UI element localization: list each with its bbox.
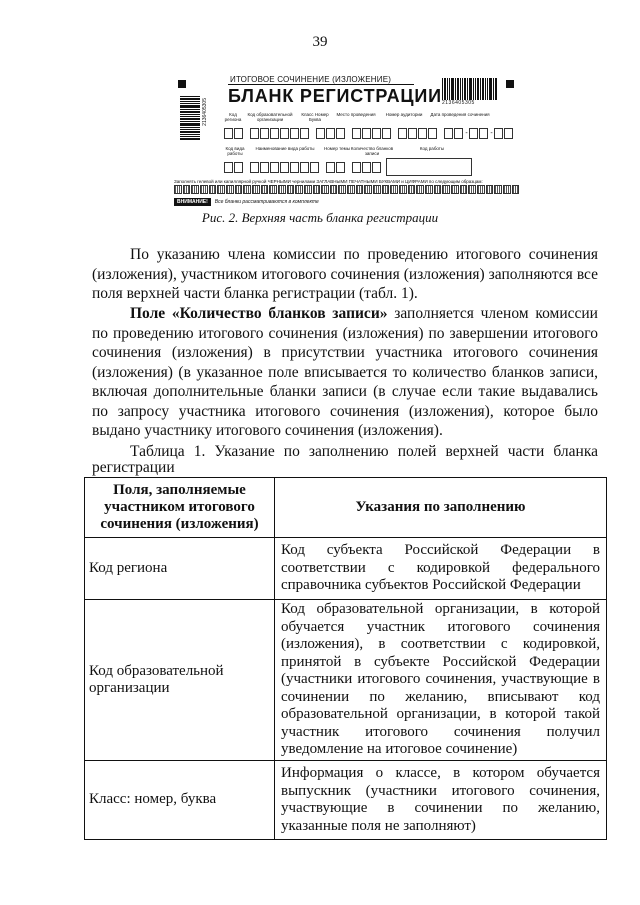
table-cell-instruction: Информация о классе, в котором обучается выпускник (участники итогового сочинения, участвующие в сочинении по желанию, указанные поля не заполняют) xyxy=(275,761,607,840)
page-number: 39 xyxy=(312,34,328,50)
form-row2-headers xyxy=(224,146,470,156)
instructions-table xyxy=(84,477,607,840)
figure-caption: Рис. 2. Верхняя часть бланка регистрации xyxy=(201,210,439,225)
paragraph-2-bold: Поле «Количество бланков записи» xyxy=(130,305,388,322)
header-topic: Номер темы xyxy=(324,146,350,151)
table-cell-field: Класс: номер, буква xyxy=(85,761,275,840)
header-org: Код образовательной организации xyxy=(247,112,293,122)
table-header-row xyxy=(85,478,607,538)
table-header-fields: Поля, заполняемые участником итогового сочинения (изложения) xyxy=(85,478,275,538)
attention-line xyxy=(174,198,319,206)
form-notice: Заполнять гелевой или капиллярной ручкой ЧЕРНЫМИ чернилами ЗАГЛАВНЫМИ ПЕЧАТНЫМИ БУКВАМИ и ЦИФРАМИ по следующим образцам: xyxy=(174,179,483,184)
header-region: Код региона xyxy=(224,112,242,122)
registration-form-figure xyxy=(170,62,522,210)
table-caption-line2: регистрации xyxy=(92,459,175,476)
table-cell-instruction: Код образовательной организации, в которой обучается участник итогового сочинения (изложения), в соответствии с кодировкой, принятой в субъекте Российской Федерации (участники итогового сочинения, участвующие в сочинении по желанию, вписывают код образовательной организации, в которой такой участник итогового сочинения получил уведомление на итоговое сочинение) xyxy=(275,600,607,761)
table-caption xyxy=(92,444,598,476)
form-kicker: ИТОГОВОЕ СОЧИНЕНИЕ (ИЗЛОЖЕНИЕ) xyxy=(230,75,392,84)
header-code: Код работы xyxy=(419,146,445,151)
form-row2-cells xyxy=(224,158,472,176)
corner-marker-top-left xyxy=(178,80,186,88)
header-date: Дата проведения сочинения xyxy=(430,112,490,117)
form-title: БЛАНК РЕГИСТРАЦИИ xyxy=(228,86,442,106)
table-cell-field: Код образовательной организации xyxy=(85,600,275,761)
paragraph-1: По указанию члена комиссии по проведению итогового сочинения (изложения), участником итогового сочинения (изложения) заполняются все поля верхней части бланка регистрации (табл. 1). xyxy=(92,246,598,302)
paragraph-2 xyxy=(92,304,598,441)
paragraph-2-text: заполняется членом комиссии по проведению итогового сочинения (изложения) по завершении итогового сочинения (изложения) в присутствии участника итогового сочинения (изложения) (в указанное поле вписывается то количество бланков записи, включая дополнительные бланки записи (в случае если такие выдавались по запросу участника итогового сочинения (изложения), которое было выдано участнику итогового сочинения (изложения). xyxy=(92,305,598,439)
character-samples xyxy=(174,185,520,194)
title-rule xyxy=(228,84,414,85)
vertical-barcode xyxy=(180,96,200,144)
table-cell-field: Код региона xyxy=(85,538,275,600)
header-sheets: Количество бланков записи xyxy=(350,146,394,156)
header-room: Номер аудитории xyxy=(385,112,423,117)
header-class: Класс Номер Буква xyxy=(301,112,329,122)
barcode-number: 2136405305 xyxy=(442,100,475,106)
table-row xyxy=(85,538,607,600)
table-cell-instruction: Код субъекта Российской Федерации в соответствии с кодировкой федерального справочника субъектов Российской Федерации xyxy=(275,538,607,600)
header-work-name: Наименование вида работы xyxy=(255,146,315,151)
header-work-code: Код вида работы xyxy=(225,146,245,156)
corner-marker-top-right xyxy=(506,80,514,88)
attention-label: ВНИМАНИЕ! xyxy=(174,198,211,206)
header-place: Место проведения xyxy=(336,112,376,117)
form-row1-headers xyxy=(224,112,492,122)
table-header-instructions: Указания по заполнению xyxy=(275,478,607,538)
barcode xyxy=(442,78,498,100)
table-caption-line1: Таблица 1. Указание по заполнению полей верхней части бланка xyxy=(130,443,598,460)
table-row xyxy=(85,761,607,840)
vertical-barcode-number: 2136405305 xyxy=(202,98,208,126)
table-row xyxy=(85,600,607,761)
attention-text: Все бланки рассматриваются в комплекте xyxy=(214,199,319,205)
form-row1-cells: - - xyxy=(224,128,514,139)
